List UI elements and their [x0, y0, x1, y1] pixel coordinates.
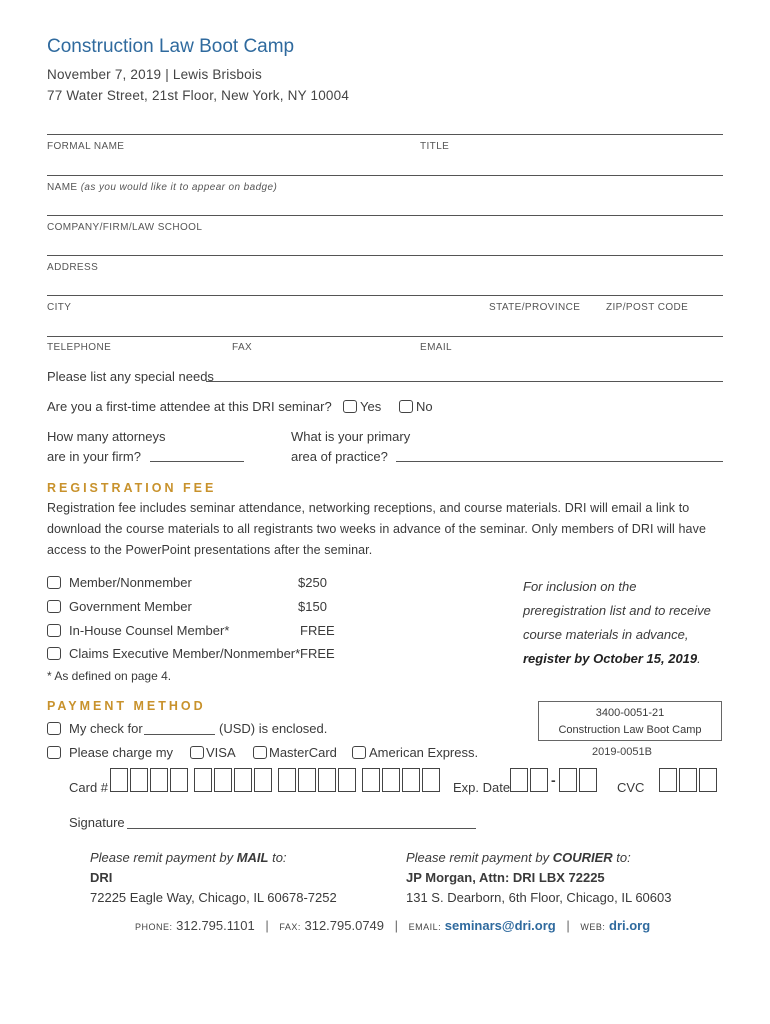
mastercard-checkbox[interactable]	[253, 746, 267, 759]
courier-remit-name: JP Morgan, Attn: DRI LBX 72225	[406, 870, 605, 885]
formal-name-field[interactable]	[47, 134, 723, 135]
no-checkbox[interactable]	[399, 400, 413, 413]
email-label: EMAIL	[420, 342, 453, 353]
first-time-question: Are you a first-time attendee at this DRI seminar?	[47, 399, 332, 414]
cvc-digit[interactable]	[699, 768, 717, 792]
city-field[interactable]	[47, 295, 723, 296]
no-label: No	[416, 399, 433, 414]
cvc-digit[interactable]	[679, 768, 697, 792]
exp-year-digit[interactable]	[579, 768, 597, 792]
exp-month-digit[interactable]	[530, 768, 548, 792]
event-code-box: 3400-0051-21 Construction Law Boot Camp	[538, 701, 722, 741]
card-digit[interactable]	[110, 768, 128, 792]
mastercard-label: MasterCard	[269, 745, 337, 760]
card-digit[interactable]	[130, 768, 148, 792]
state-label: STATE/PROVINCE	[489, 302, 581, 313]
exp-dash: -	[551, 772, 556, 788]
mail-remit-address: 72225 Eagle Way, Chicago, IL 60678-7252	[90, 890, 337, 905]
telephone-label: TELEPHONE	[47, 342, 112, 353]
visa-label: VISA	[206, 745, 236, 760]
charge-label: Please charge my	[69, 745, 174, 760]
event-date-venue: November 7, 2019 | Lewis Brisbois	[47, 67, 262, 82]
footnote: * As defined on page 4.	[47, 669, 172, 683]
card-digit[interactable]	[170, 768, 188, 792]
badge-name-field[interactable]	[47, 175, 723, 176]
check-checkbox[interactable]	[47, 722, 61, 735]
title-label: TITLE	[420, 141, 450, 152]
fax-number: 312.795.0749	[304, 918, 385, 933]
member-price: $250	[298, 575, 327, 590]
company-field[interactable]	[47, 215, 723, 216]
address-field[interactable]	[47, 255, 723, 256]
yes-checkbox[interactable]	[343, 400, 357, 413]
exp-month-digit[interactable]	[510, 768, 528, 792]
attorneys-question-line1: How many attorneys	[47, 429, 166, 444]
card-digit[interactable]	[150, 768, 168, 792]
card-digit[interactable]	[318, 768, 336, 792]
company-label: COMPANY/FIRM/LAW SCHOOL	[47, 222, 203, 233]
inhouse-checkbox[interactable]	[47, 624, 61, 637]
card-digit[interactable]	[402, 768, 420, 792]
event-address: 77 Water Street, 21st Floor, New York, NY 10004	[47, 88, 350, 103]
government-option-label: Government Member	[69, 599, 192, 614]
city-label: CITY	[47, 302, 72, 313]
card-digit[interactable]	[234, 768, 252, 792]
formal-name-label: FORMAL NAME	[47, 141, 125, 152]
practice-question-line1: What is your primary	[291, 429, 411, 444]
attorneys-input[interactable]	[150, 461, 244, 462]
contact-bar: PHONE: 312.795.1101 | FAX: 312.795.0749 | EMAIL: seminars@dri.org | WEB: dri.org	[135, 918, 651, 933]
special-needs-label: Please list any special needs	[47, 369, 214, 384]
member-checkbox[interactable]	[47, 576, 61, 589]
web-label: WEB:	[580, 922, 606, 932]
card-number-label: Card #	[69, 780, 109, 795]
signature-input[interactable]	[127, 828, 476, 829]
special-needs-input[interactable]	[206, 381, 723, 382]
email-contact-label: EMAIL:	[408, 922, 442, 932]
claims-price: FREE	[300, 646, 335, 661]
mail-remit-name: DRI	[90, 870, 113, 885]
amex-label: American Express.	[369, 745, 479, 760]
card-digit[interactable]	[382, 768, 400, 792]
card-digit[interactable]	[338, 768, 356, 792]
charge-checkbox[interactable]	[47, 746, 61, 759]
telephone-field[interactable]	[47, 336, 723, 337]
amex-checkbox[interactable]	[352, 746, 366, 759]
page-title: Construction Law Boot Camp	[47, 36, 295, 57]
card-digit[interactable]	[422, 768, 440, 792]
practice-question-line2: area of practice?	[291, 449, 388, 464]
registration-description: Registration fee includes seminar attendance, networking receptions, and course materials. DRI will email a link to download the course materials to all registrants two weeks in advance of the seminar. Only members of DRI will have access to the PowerPoint presentations after the seminar.	[47, 501, 707, 557]
signature-label: Signature	[69, 815, 125, 830]
card-digit[interactable]	[214, 768, 232, 792]
inhouse-option-label: In-House Counsel Member*	[69, 623, 230, 638]
cvc-digit[interactable]	[659, 768, 677, 792]
phone-number: 312.795.1101	[176, 918, 255, 933]
attorneys-question-line2: are in your firm?	[47, 449, 141, 464]
web-link[interactable]: dri.org	[609, 918, 651, 933]
preregistration-note: For inclusion on the preregistration list and to receive course materials in advance, register by October 15, 2019.	[523, 579, 711, 666]
card-digit[interactable]	[254, 768, 272, 792]
card-digit[interactable]	[298, 768, 316, 792]
registration-deadline: register by October 15, 2019	[523, 651, 698, 666]
government-price: $150	[298, 599, 327, 614]
inhouse-price: FREE	[300, 623, 335, 638]
payment-heading: PAYMENT METHOD	[47, 699, 206, 713]
check-suffix: (USD) is enclosed.	[219, 721, 328, 736]
zip-label: ZIP/POST CODE	[606, 302, 689, 313]
phone-label: PHONE:	[135, 922, 173, 932]
event-code-2: 2019-0051B	[592, 746, 652, 758]
check-prefix: My check for	[69, 721, 143, 736]
exp-year-digit[interactable]	[559, 768, 577, 792]
claims-checkbox[interactable]	[47, 647, 61, 660]
fax-label: FAX	[232, 342, 253, 353]
card-digit[interactable]	[362, 768, 380, 792]
address-label: ADDRESS	[47, 262, 99, 273]
visa-checkbox[interactable]	[190, 746, 204, 759]
badge-name-label: NAME (as you would like it to appear on badge)	[47, 182, 278, 193]
courier-remit-address: 131 S. Dearborn, 6th Floor, Chicago, IL 60603	[406, 890, 672, 905]
check-amount-input[interactable]	[144, 734, 215, 735]
member-option-label: Member/Nonmember	[69, 575, 192, 590]
card-digit[interactable]	[194, 768, 212, 792]
practice-input[interactable]	[396, 461, 723, 462]
registration-heading: REGISTRATION FEE	[47, 481, 217, 495]
yes-label: Yes	[360, 399, 382, 414]
mail-remit-heading: Please remit payment by MAIL to:	[90, 850, 287, 865]
card-digit[interactable]	[278, 768, 296, 792]
cvc-label: CVC	[617, 780, 645, 795]
government-checkbox[interactable]	[47, 600, 61, 613]
courier-remit-heading: Please remit payment by COURIER to:	[406, 850, 631, 865]
exp-date-label: Exp. Date	[453, 780, 511, 795]
fax-number-label: FAX:	[279, 922, 301, 932]
claims-option-label: Claims Executive Member/Nonmember*	[69, 646, 301, 661]
email-link[interactable]: seminars@dri.org	[444, 918, 556, 933]
